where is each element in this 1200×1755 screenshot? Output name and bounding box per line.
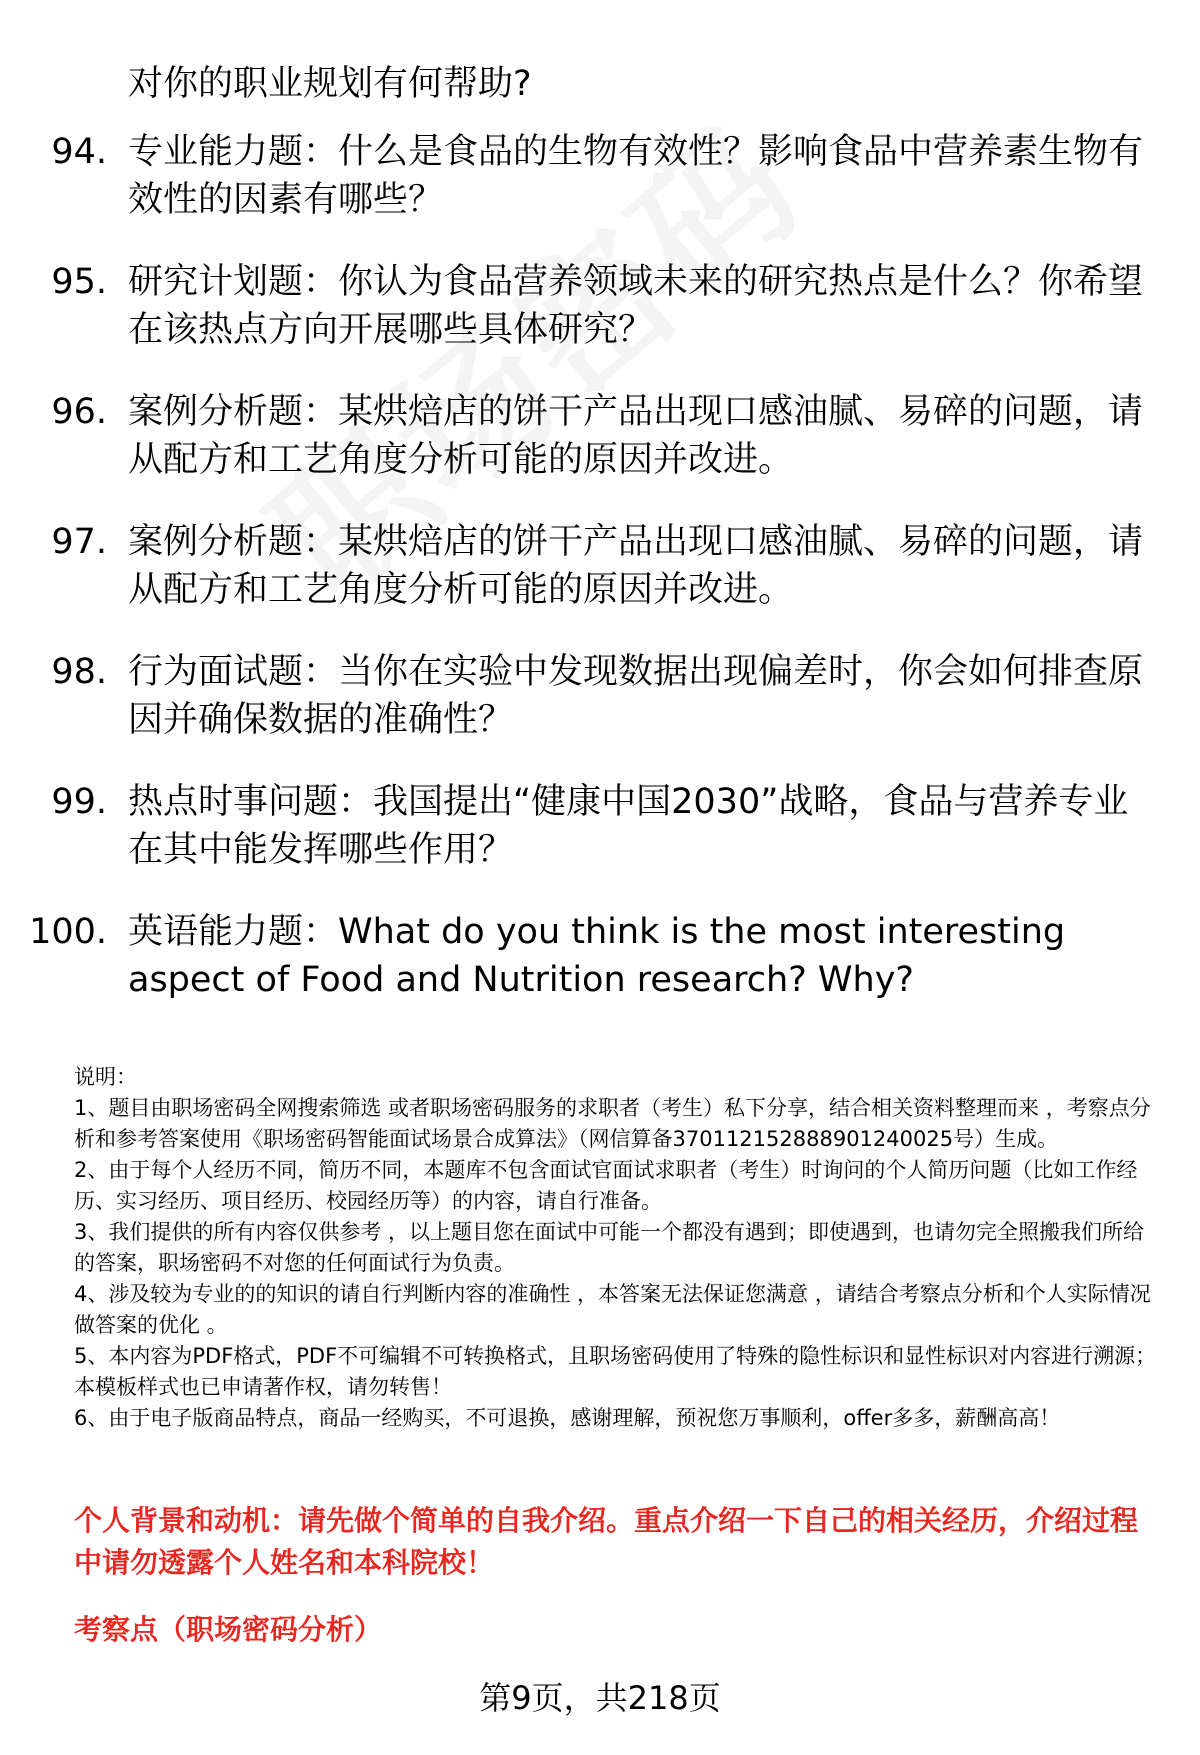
question-item (0, 128, 1200, 224)
page-footer: 第9页，共218页 (479, 1679, 721, 1717)
question-number: 95. (51, 262, 107, 302)
note-item: 4、涉及较为专业的的知识的请自行判断内容的准确性 ，本答案无法保证您满意 ，请结合考察点分析和个人实际情况做答案的优化 。 (74, 1282, 1151, 1337)
question-number: 100. (29, 912, 107, 952)
question-text: 案例分析题：某烘焙店的饼干产品出现口感油腻、易碎的问题，请从配方和工艺角度分析可能的原因并改进。 (128, 522, 1144, 610)
question-item (0, 648, 1200, 744)
question-number: 99. (51, 782, 107, 822)
question-list (0, 128, 1200, 1038)
question-number: 98. (51, 652, 107, 692)
question-text: 热点时事问题：我国提出“健康中国2030”战略，食品与营养专业在其中能发挥哪些作用？ (128, 782, 1129, 870)
analysis-heading: 考察点（职场密码分析） (74, 1613, 383, 1646)
question-item (0, 778, 1200, 874)
notes-section (74, 1062, 1160, 1434)
question-continuation: 对你的职业规划有何帮助? (128, 64, 532, 104)
question-item (0, 908, 1200, 1004)
question-text: 案例分析题：某烘焙店的饼干产品出现口感油腻、易碎的问题，请从配方和工艺角度分析可能的原因并改进。 (128, 392, 1144, 480)
question-number: 96. (51, 392, 107, 432)
highlight-question: 个人背景和动机：请先做个简单的自我介绍。重点介绍一下自己的相关经历，介绍过程中请勿透露个人姓名和本科院校！ (74, 1504, 1139, 1579)
note-item: 2、由于每个人经历不同，简历不同，本题库不包含面试官面试求职者（考生）时询问的个人简历问题（比如工作经历、实习经历、项目经历、校园经历等）的内容，请自行准备。 (74, 1158, 1138, 1213)
question-number: 94. (51, 132, 107, 172)
question-item (0, 388, 1200, 484)
note-item: 5、本内容为PDF格式，PDF不可编辑不可转换格式，且职场密码使用了特殊的隐性标识和显性标识对内容进行溯源；本模板样式也已申请著作权，请勿转售！ (74, 1344, 1157, 1399)
notes-title: 说明： (74, 1065, 137, 1089)
question-number: 97. (51, 522, 107, 562)
question-text: 英语能力题：What do you think is the most interesting aspect of Food and Nutrition research? Why? (128, 912, 1066, 1000)
question-text: 研究计划题：你认为食品营养领域未来的研究热点是什么？你希望在该热点方向开展哪些具体研究？ (128, 262, 1144, 350)
question-text: 行为面试题：当你在实验中发现数据出现偏差时，你会如何排查原因并确保数据的准确性？ (128, 652, 1144, 740)
question-item (0, 258, 1200, 354)
note-item: 3、我们提供的所有内容仅供参考 ，以上题目您在面试中可能一个都没有遇到；即使遇到，也请勿完全照搬我们所给的答案，职场密码不对您的任何面试行为负责。 (74, 1220, 1145, 1275)
question-text: 专业能力题：什么是食品的生物有效性？影响食品中营养素生物有效性的因素有哪些？ (128, 132, 1144, 220)
note-item: 6、由于电子版商品特点，商品一经购买，不可退换，感谢理解，预祝您万事顺利，offer多多，薪酬高高！ (74, 1406, 1061, 1430)
question-item (0, 518, 1200, 614)
note-item: 1、题目由职场密码全网搜索筛选 或者职场密码服务的求职者（考生）私下分享，结合相关资料整理而来 ，考察点分析和参考答案使用《职场密码智能面试场景合成算法》（网信算备370112152888901240025号）生成。 (74, 1096, 1151, 1151)
